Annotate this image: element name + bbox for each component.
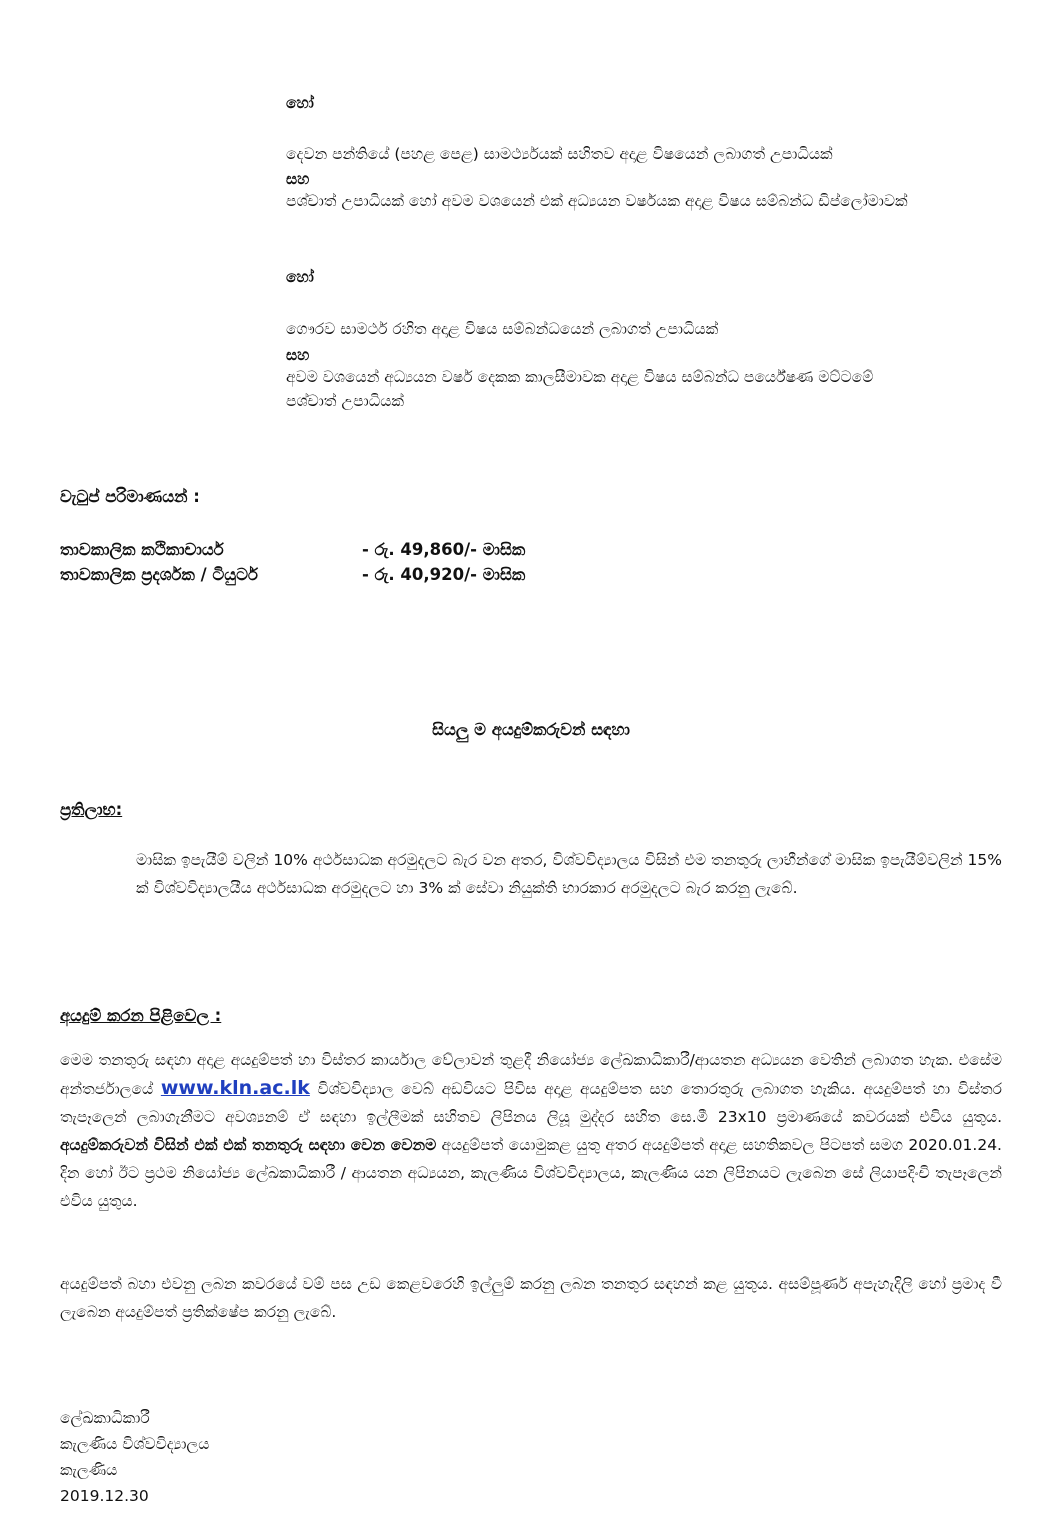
application-paragraph-1	[60, 1046, 1002, 1215]
signature-title: ලේඛකාධිකාරී	[60, 1409, 150, 1427]
benefits-heading: ප්‍රතිලාභ:	[60, 800, 123, 819]
salary-row-demonstrator	[60, 565, 525, 585]
and-label-2: සහ	[286, 346, 310, 364]
all-applicants-heading: සියලු ම අයදුම්කරුවන් සඳහා	[432, 720, 630, 739]
or-label-1: හෝ	[286, 94, 314, 112]
application-text-bold: අයදුම්කරුවන් විසින් එක් එක් තනතුරු සඳහා වෙන වෙනම	[60, 1136, 437, 1154]
qualification-option3-line1: ගෞරව සාමර්ථ රහිත අදාළ විෂය සම්බන්ධයෙන් ලබාගත් උපාධියක්	[286, 320, 719, 338]
qualification-option3-line3: පශ්චාත් උපාධියක්	[286, 392, 404, 410]
salary-title: තාවකාලික කථිකාචාර්ය	[60, 540, 224, 559]
signature-date: 2019.12.30	[60, 1487, 149, 1505]
application-deadline: 2020.01.24.	[908, 1136, 1002, 1154]
signature-university: කැලණිය විශ්වවිද්‍යාලය	[60, 1435, 210, 1453]
qualification-option3-line2: අවම වශයෙන් අධ්‍යයන වර්ෂ දෙකක කාලසීමාවක අදාළ විෂය සම්බන්ධ පර්යේෂණ මට්ටමේ	[286, 368, 874, 386]
and-label-1: සහ	[286, 170, 310, 188]
signature-block	[60, 1405, 209, 1509]
application-text-b: විශ්වවිද්‍යාල වෙබ් අඩවියට පිවිස අදාළ අයදුම්පත සහ තොරතුරු ලබාගත හැකිය. අයදුම්පත් හා විස්තර තැපෑලෙන් ලබාගැනීමට අවශ්‍යනම් ඒ සඳහා ඉල්ලීමක් සහිතව ලිපිනය ලියූ මුද්දර සහිත සෙ.මී 23x10 ප්‍රමාණයේ කවරයක් එවිය යුතුය.	[60, 1080, 1002, 1126]
university-website-link[interactable]: www.kln.ac.lk	[160, 1077, 310, 1099]
salary-amount: - රු. 40,920/- මාසික	[362, 565, 526, 584]
salary-heading: වැටුප් පරිමාණයන් :	[60, 487, 200, 506]
salary-row-lecturer	[60, 540, 525, 560]
salary-title: තාවකාලික ප්‍රදර්ශක / ටියුටර්	[60, 565, 258, 584]
salary-amount: - රු. 49,860/- මාසික	[362, 540, 526, 559]
benefits-text: මාසික ඉපැයීම් වලින් 10% අර්ථසාධක අරමුදලට බැර වන අතර, විශ්වවිද්‍යාලය විසින් එම තනතුරු ලාභීන්ගේ මාසික ඉපැයීම්වලින් 15% ක් විශ්වවිද්‍යාලයීය අර්ථසාධක අරමුදලට හා 3% ක් සේවා නියුක්ති භාරකාර අරමුදලට බැර කරනු ලැබේ.	[136, 851, 1002, 897]
qualification-option2-line2: පශ්චාත් උපාධියක් හෝ අවම වශයෙන් එක් අධ්‍යයන වර්ෂයක අදාළ විෂය සම්බන්ධ ඩිප්ලෝමාවක්	[286, 192, 908, 210]
application-text-a: මෙම තනතුරු සඳහා අදාළ අයදුම්පත් හා විස්තර කාර්යාල වේලාවන් තුළදී නියෝජ්‍ය ලේඛකාධිකාරී/ආයතන අධ්‍යයන වෙතින් ලබාගත හැක. එසේම අන්තර්ජාලයේ	[60, 1051, 1002, 1098]
or-label-2: හෝ	[286, 268, 314, 286]
application-text-d: දින හෝ ඊට ප්‍රථම නියෝජ්‍ය ලේඛකාධිකාරී / ආයතන අධ්‍යයන, කැලණිය විශ්වවිද්‍යාලය, කැලණිය යන ලිපිනයට ලැබෙන සේ ලියාපදිංචි තැපෑලෙන් එවිය යුතුය.	[60, 1164, 1002, 1210]
signature-place: කැලණිය	[60, 1461, 118, 1479]
qualification-option2-line1: දෙවන පන්තියේ (පහළ පෙළ) සාමර්ථ්‍යයක් සහිතව අදාළ විෂයෙන් ලබාගත් උපාධියක්	[286, 145, 833, 163]
application-paragraph-2: අයදුම්පත් බහා එවනු ලබන කවරයේ වම් පස උඩ කෙළවරෙහි ඉල්ලුම් කරනු ලබන තනතුර සඳහන් කළ යුතුය. අසම්පූර්ණ අපැහැදිලි හෝ ප්‍රමාද වී ලැබෙන අයදුම්පත් ප්‍රතික්ෂේප කරනු ලැබේ.	[60, 1275, 1002, 1321]
application-heading: අයදුම් කරන පිළිවෙල :	[60, 1006, 222, 1025]
application-text-c: අයදුම්පත් යොමුකළ යුතු අතර අයදුම්පත් අදාළ සහතිකවල පිටපත් සමග	[441, 1136, 903, 1154]
